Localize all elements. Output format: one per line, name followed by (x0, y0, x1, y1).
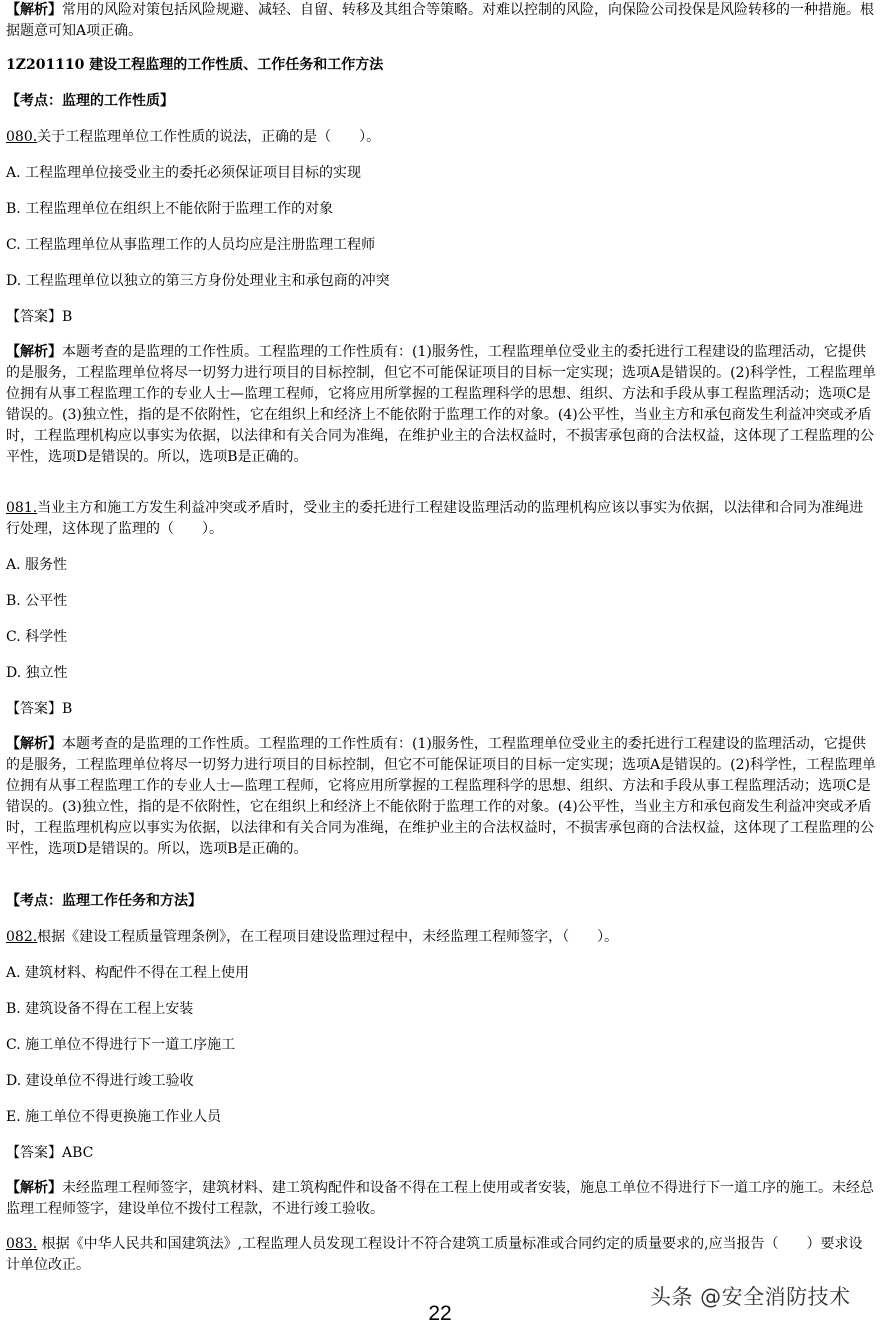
question-083: 083. 根据《中华人民共和国建筑法》,工程监理人员发现工程设计不符合建筑工质量标准或合同约定的质量要求的,应当报告（ ）要求设计单位改正。 (6, 1236, 863, 1273)
q081-option-a: A. 服务性 (6, 557, 68, 573)
kaodian-heading-2: 【考点：监理工作任务和方法】 (6, 893, 202, 909)
q081-answer: 【答案】B (6, 701, 73, 717)
q080-option-d: D. 工程监理单位以独立的第三方身份处理业主和承包商的冲突 (6, 273, 390, 289)
q081-analysis: 【解析】本题考查的是监理的工作性质。工程监理的工作性质有：(1)服务性，工程监理单位受业主的委托进行工程建设的监理活动，它提供的是服务，工程监理单位将尽一切努力进行项目的目标控制，但它不可能保证项目的目标一定实现；选项A是错误的。(2)科学性，工程监理单位拥有从事工程监理工作的专业人士—监理工程师，它将应用所掌握的工程监理科学的思想、组织、方法和手段从事工程监理活动；选项C是错误的。(3)独立性，指的是不依附性，它在组织上和经济上不能依附于监理工作的对象。(4)公平性，当业主方和承包商发生利益冲突或矛盾时，工程监理机构应以事实为依据，以法律和有关合同为准绳，在维护业主的合法权益时，不损害承包商的合法权益，这体现了工程监理的公平性，选项D是错误的。所以，选项B是正确的。 (6, 736, 876, 857)
kaodian-heading-1: 【考点：监理的工作性质】 (6, 93, 174, 109)
question-081: 081.当业主方和施工方发生利益冲突或矛盾时，受业主的委托进行工程建设监理活动的监理机构应该以事实为依据，以法律和合同为准绳进行处理，这体现了监理的（ ）。 (6, 500, 864, 537)
q080-option-b: B. 工程监理单位在组织上不能依附于监理工作的对象 (6, 201, 334, 217)
q081-option-b: B. 公平性 (6, 593, 68, 609)
q082-option-d: D. 建设单位不得进行竣工验收 (6, 1073, 194, 1089)
watermark: 头条 @安全消防技术 (650, 1285, 851, 1309)
q082-option-b: B. 建筑设备不得在工程上安装 (6, 1001, 194, 1017)
question-082: 082.根据《建设工程质量管理条例》，在工程项目建设监理过程中，未经监理工程师签字，（ ）。 (6, 929, 619, 945)
q080-option-a: A. 工程监理单位接受业主的委托必须保证项目目标的实现 (6, 165, 362, 181)
q082-answer: 【答案】ABC (6, 1145, 94, 1161)
q080-answer: 【答案】B (6, 309, 73, 325)
q081-option-c: C. 科学性 (6, 629, 68, 645)
q081-option-d: D. 独立性 (6, 665, 68, 681)
page-number: 22 (428, 1302, 452, 1325)
section-title: 1Z201110 建设工程监理的工作性质、工作任务和工作方法 (6, 57, 384, 73)
q080-analysis: 【解析】本题考查的是监理的工作性质。工程监理的工作性质有：(1)服务性，工程监理单位受业主的委托进行工程建设的监理活动，它提供的是服务，工程监理单位将尽一切努力进行项目的目标控制，但它不可能保证项目的目标一定实现；选项A是错误的。(2)科学性，工程监理单位拥有从事工程监理工作的专业人士—监理工程师，它将应用所掌握的工程监理科学的思想、组织、方法和手段从事工程监理活动；选项C是错误的。(3)独立性，指的是不依附性，它在组织上和经济上不能依附于监理工作的对象。(4)公平性，当业主方和承包商发生利益冲突或矛盾时，工程监理机构应以事实为依据，以法律和有关合同为准绳，在维护业主的合法权益时，不损害承包商的合法权益，这体现了工程监理的公平性，选项D是错误的。所以，选项B是正确的。 (6, 344, 876, 465)
q082-option-e: E. 施工单位不得更换施工作业人员 (6, 1109, 222, 1125)
q080-option-c: C. 工程监理单位从事监理工作的人员均应是注册监理工程师 (6, 237, 376, 253)
question-080: 080.关于工程监理单位工作性质的说法，正确的是（ ）。 (6, 129, 381, 145)
q082-analysis: 【解析】未经监理工程师签字，建筑材料、建工筑构配件和设备不得在工程上使用或者安装，施息工单位不得进行下一道工序的施工。未经总监理工程师签字，建设单位不拨付工程款，不进行竣工验收。 (6, 1180, 874, 1217)
top-analysis: 【解析】常用的风险对策包括风险规避、减轻、自留、转移及其组合等策略。对难以控制的风险，向保险公司投保是风险转移的一种措施。根据题意可知A项正确。 (6, 2, 874, 39)
q082-option-c: C. 施工单位不得进行下一道工序施工 (6, 1037, 236, 1053)
q082-option-a: A. 建筑材料、构配件不得在工程上使用 (6, 965, 250, 981)
